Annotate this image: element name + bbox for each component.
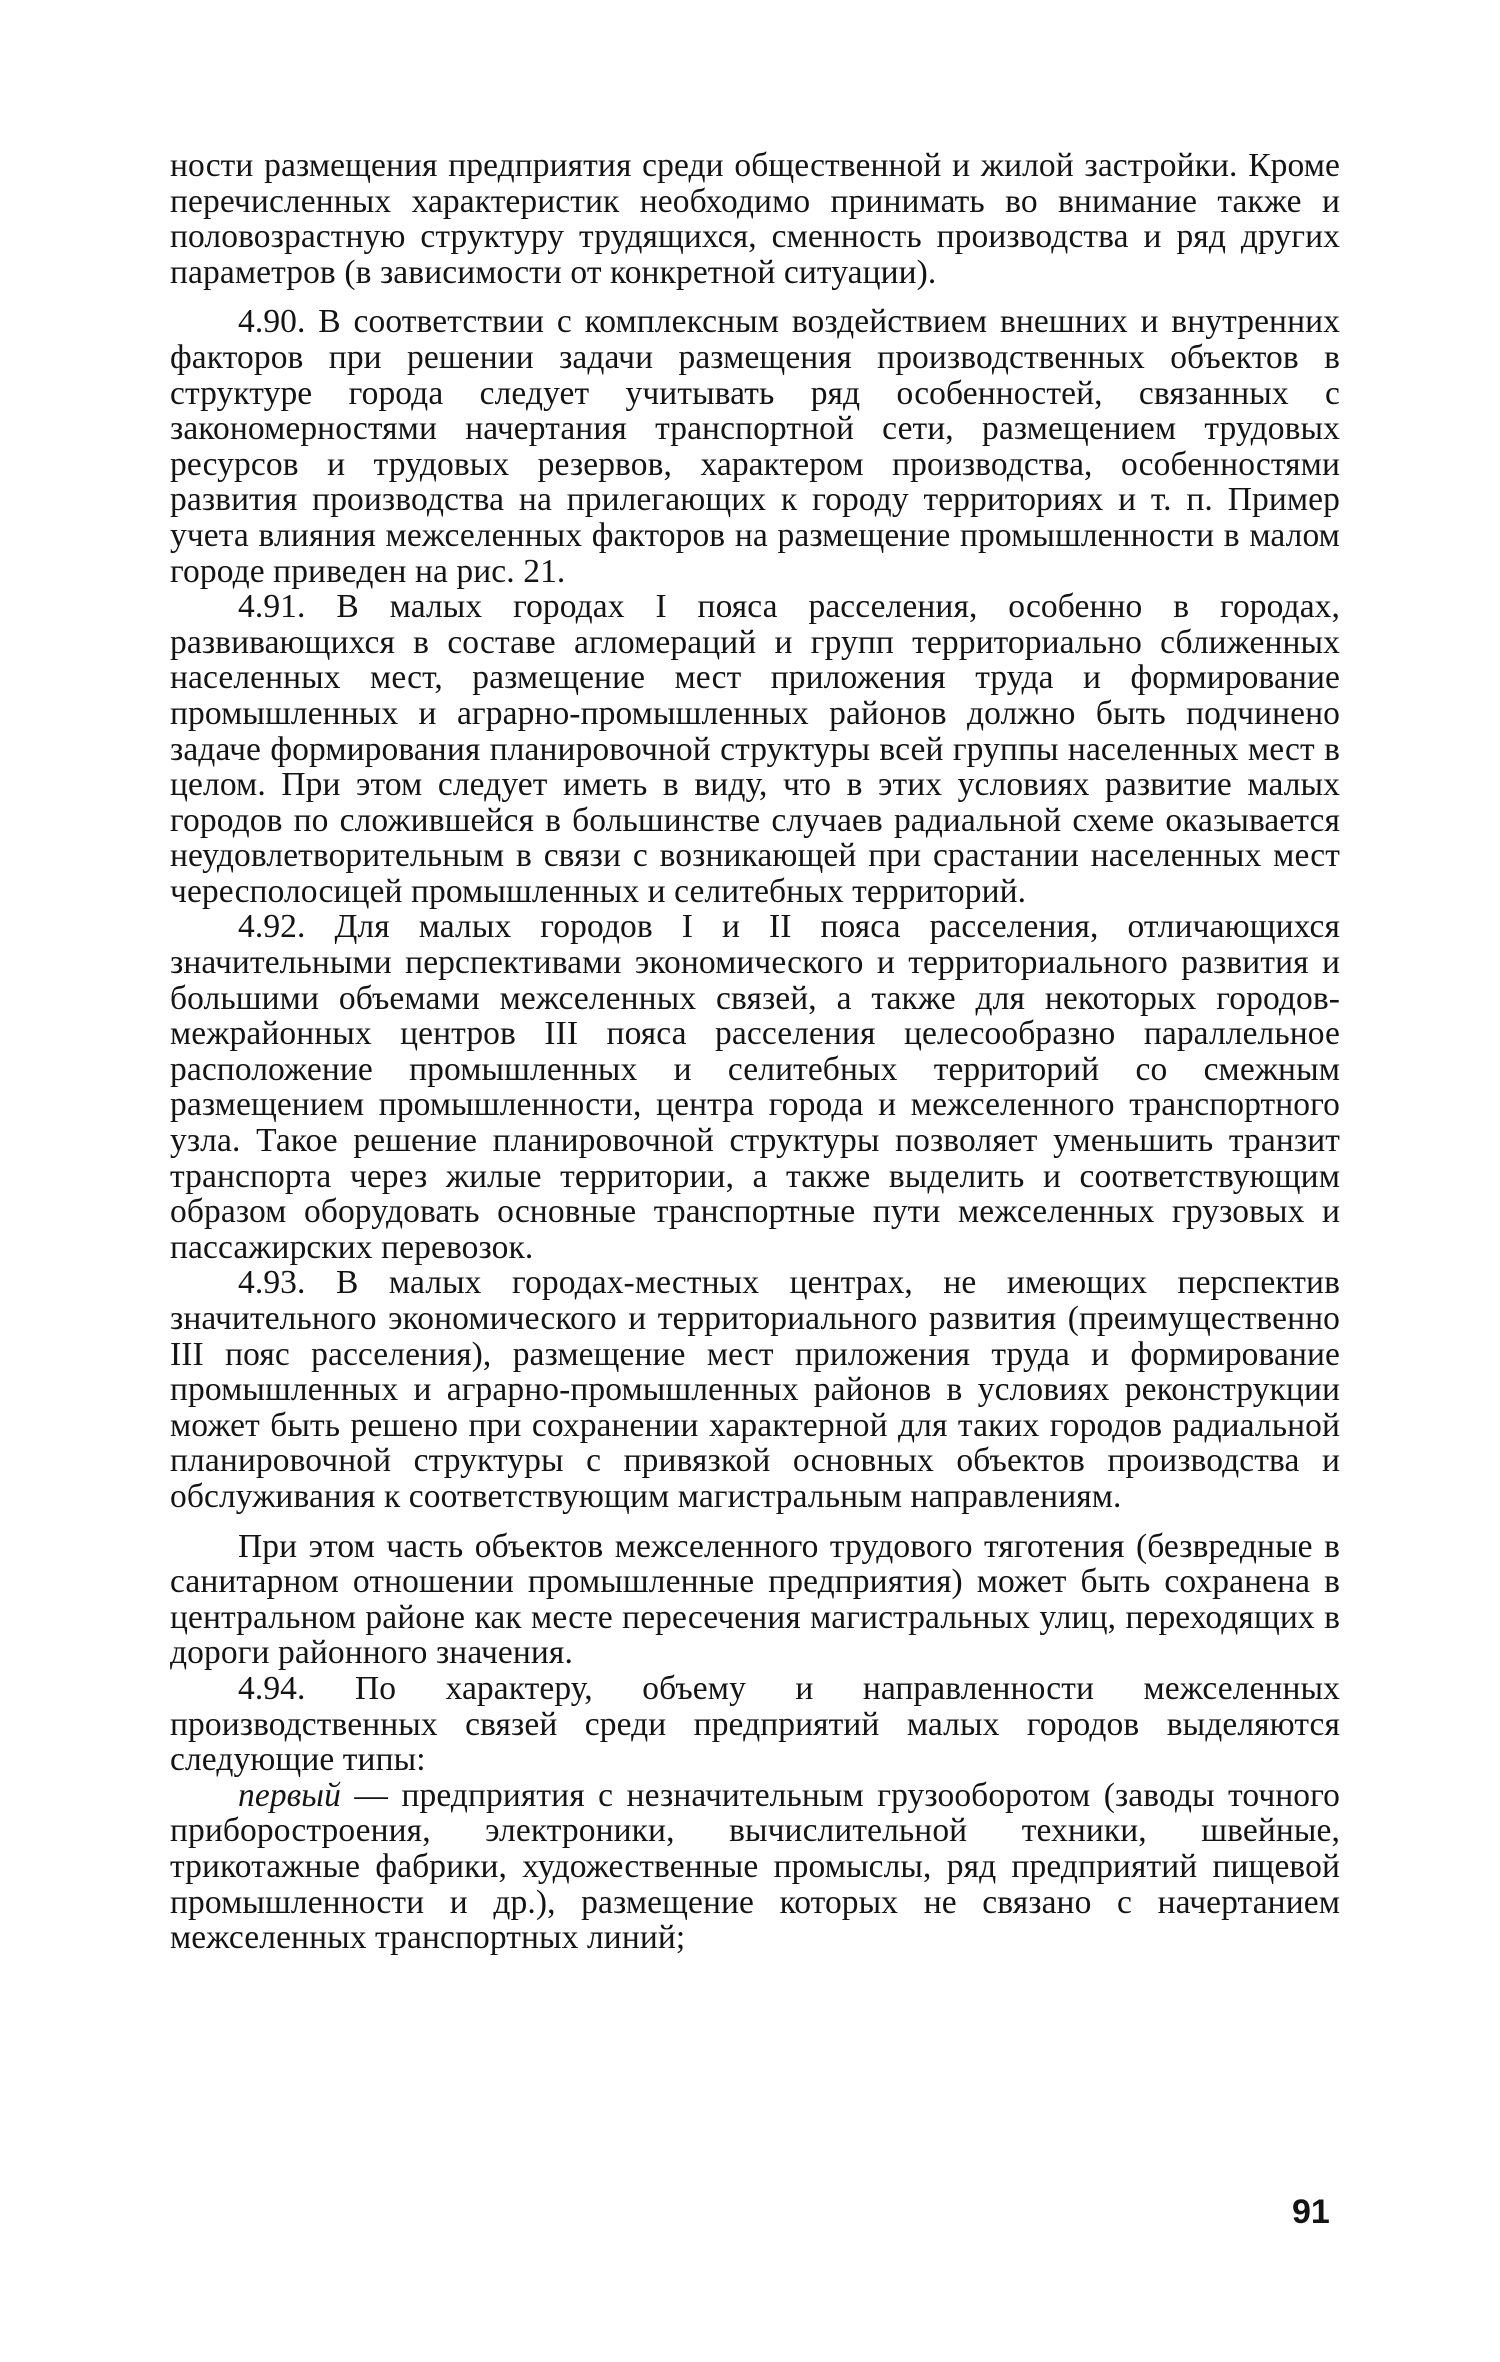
paragraph-continuation: ности размещения предприятия среди общественной и жилой застройки. Кроме перечисленных характеристик необходимо принимать во внимание также и половозрастную структуру трудящихся, сменность производства и ряд других параметров (в зависимости от конкретной ситуации).: [170, 147, 1340, 291]
first-type-text: — предприятия с незначительным грузооборотом (заводы точного приборостроения, электроники, вычислительной техники, швейные, трикотажные фабрики, художественные промыслы, ряд предприятий пищевой промышленности и др.), размещение которых не связано с начертанием межселенных транспортных линий;: [170, 1776, 1340, 1957]
paragraph-4-93-continuation: При этом часть объектов межселенного трудового тяготения (безвредные в санитарном отношении промышленные предприятия) может быть сохранена в центральном районе как месте пересечения магистральных улиц, переходящих в дороги районного значения.: [170, 1527, 1340, 1672]
page-number: 91: [1292, 2193, 1330, 2231]
page-body: [170, 148, 1340, 1956]
first-type-lead: первый: [238, 1776, 341, 1814]
paragraph-4-92: 4.92. Для малых городов I и II пояса расселения, отличающихся значительными перспективами экономического и территориального развития и большими объемами межселенных связей, а также для некоторых городов-межрайонных центров III пояса расселения целесообразно параллельное расположение промышленных и селитебных территорий со смежным размещением промышленности, центра города и межселенного транспортного узла. Такое решение планировочной структуры позволяет уменьшить транзит транспорта через жилые территории, а также выделить и соответствующим образом оборудовать основные транспортные пути межселенных грузовых и пассажирских перевозок.: [170, 908, 1340, 1266]
paragraph-4-90: 4.90. В соответствии с комплексным воздействием внешних и внутренних факторов при решении задачи размещения производственных объектов в структуре города следует учитывать ряд особенностей, связанных с закономерностями начертания транспортной сети, размещением трудовых ресурсов и трудовых резервов, характером производства, особенностями развития производства на прилегающих к городу территориях и т. п. Пример учета влияния межселенных факторов на размещение промышленности в малом городе приведен на рис. 21.: [170, 303, 1340, 590]
paragraph-4-94: 4.94. По характеру, объему и направленности межселенных производственных связей среди предприятий малых городов выделяются следующие типы:: [170, 1669, 1340, 1779]
paragraph-4-93: 4.93. В малых городах-местных центрах, не имеющих перспектив значительного экономического и территориального развития (преимущественно III пояс расселения), размещение мест приложения труда и формирование промышленных и аграрно-промышленных районов в условиях реконструкции может быть решено при сохранении характерной для таких городов радиальной планировочной структуры с привязкой основных объектов производства и обслуживания к соответствующим магистральным направлениям.: [170, 1264, 1340, 1515]
paragraph-4-91: 4.91. В малых городах I пояса расселения, особенно в городах, развивающихся в составе агломераций и групп территориально сближенных населенных мест, размещение мест приложения труда и формирование промышленных и аграрно-промышленных районов должно быть подчинено задаче формирования планировочной структуры всей группы населенных мест в целом. При этом следует иметь в виду, что в этих условиях развитие малых городов по сложившейся в большинстве случаев радиальной схеме оказывается неудовлетворительным в связи с возникающей при срастании населенных мест чересполосицей промышленных и селитебных территорий.: [170, 588, 1340, 910]
paragraph-first-type: [170, 1778, 1340, 1956]
